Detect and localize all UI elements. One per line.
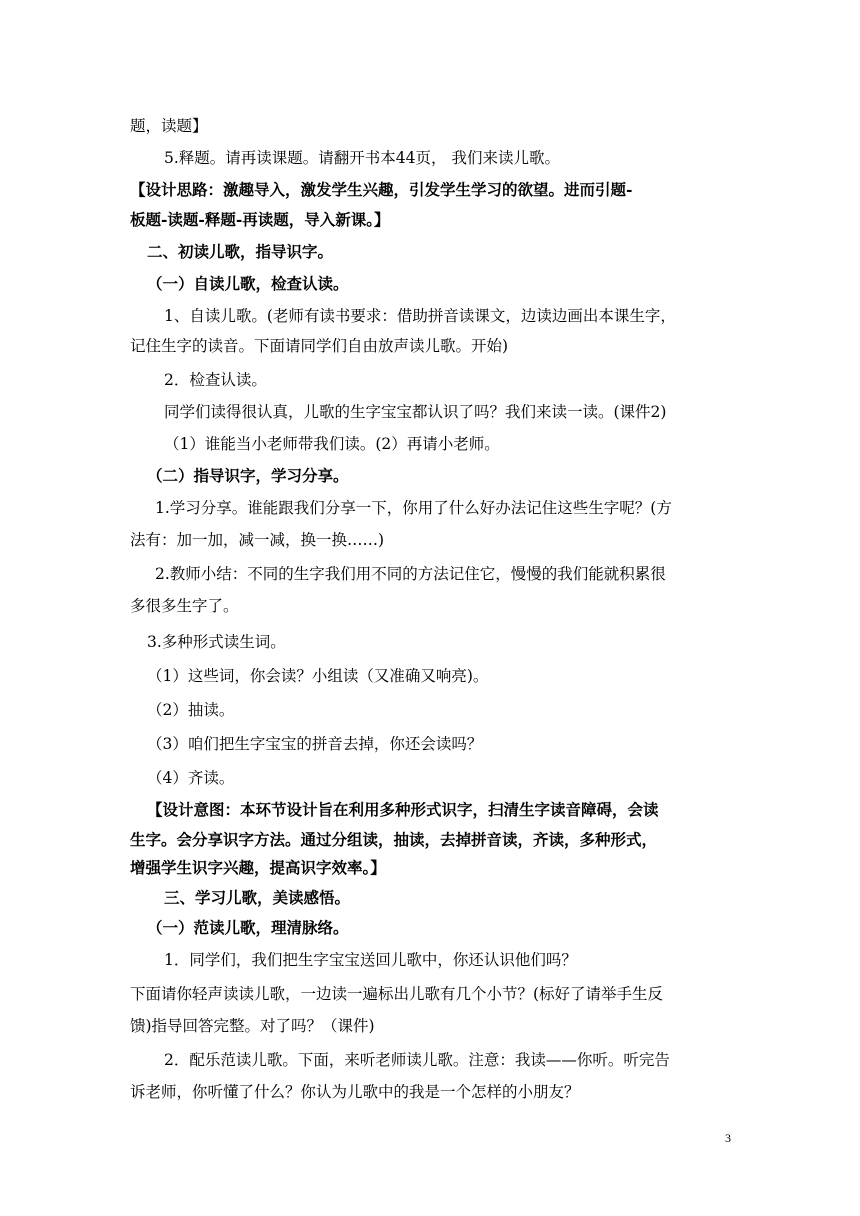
text-line: （1）谁能当小老师带我们读。(2）再请小老师。 — [164, 435, 500, 453]
text-line: （4）齐读。 — [147, 769, 235, 787]
text-line: 下面请你轻声读读儿歌，一边读一遍标出儿歌有几个小节？(标好了请举手生反 — [130, 985, 664, 1003]
design-note-line: 增强学生识字兴趣，提高识字效率。】 — [130, 858, 386, 877]
text-line: 3.多种形式读生词。 — [147, 633, 286, 651]
subsection-heading: （一）自读儿歌，检查认读。 — [147, 274, 349, 293]
text-line: 馈)指导回答完整。对了吗？（课件) — [130, 1017, 375, 1035]
text-line: 1、自读儿歌。(老师有读书要求：借助拼音读课文，边读边画出本课生字， — [164, 307, 676, 325]
text-line: 1.学习分享。谁能跟我们分享一下，你用了什么好办法记住这些生字呢？(方 — [155, 499, 672, 517]
section-heading: 二、初读儿歌，指导识字。 — [147, 242, 334, 261]
text-line: 2．检查认读。 — [164, 371, 267, 389]
design-note-line: 【设计思路：激趣导入，激发学生兴趣，引发学生学习的欲望。进而引题- — [130, 180, 633, 199]
subsection-heading: （二）指导识字，学习分享。 — [147, 466, 349, 485]
text-line: 2．配乐范读儿歌。下面，来听老师读儿歌。注意：我读——你听。听完告 — [164, 1051, 670, 1069]
text-line: 法有：加一加，减一减，换一换……) — [130, 531, 385, 549]
text-line: （2）抽读。 — [147, 701, 235, 719]
design-note-line: 【设计意图：本环节设计旨在利用多种形式识字，扫清生字读音障碍，会读 — [147, 800, 659, 819]
text-line: 多很多生字了。 — [130, 597, 239, 615]
text-line: 诉老师，你听懂了什么？你认为儿歌中的我是一个怎样的小朋友？ — [130, 1083, 580, 1101]
subsection-heading: （一）范读儿歌，理清脉络。 — [147, 918, 349, 937]
design-note-line: 生字。会分享识字方法。通过分组读，抽读，去掉拼音读，齐读，多种形式， — [130, 830, 658, 849]
text-line: 1．同学们，我们把生字宝宝送回儿歌中，你还认识他们吗？ — [164, 951, 577, 969]
section-heading: 三、学习儿歌，美读感悟。 — [164, 888, 351, 907]
text-line: （3）咱们把生字宝宝的拼音去掉，你还会读吗？ — [147, 735, 483, 753]
text-line: 同学们读得很认真，儿歌的生字宝宝都认识了吗？我们来读一读。(课件2) — [164, 403, 667, 421]
text-line: 5.释题。请再读课题。请翻开书本44页， 我们来读儿歌。 — [164, 149, 560, 167]
text-line: 题，读题】 — [130, 117, 208, 135]
text-line: 记住生字的读音。下面请同学们自由放声读儿歌。开始) — [130, 337, 509, 355]
text-line: 2.教师小结：不同的生字我们用不同的方法记住它，慢慢的我们能就积累很 — [155, 565, 666, 583]
text-line: （1）这些词，你会读？小组读（又准确又响亮)。 — [147, 667, 489, 685]
design-note-line: 板题-读题-释题-再读题，导入新课。】 — [130, 210, 390, 229]
page-number: 3 — [725, 1131, 731, 1145]
